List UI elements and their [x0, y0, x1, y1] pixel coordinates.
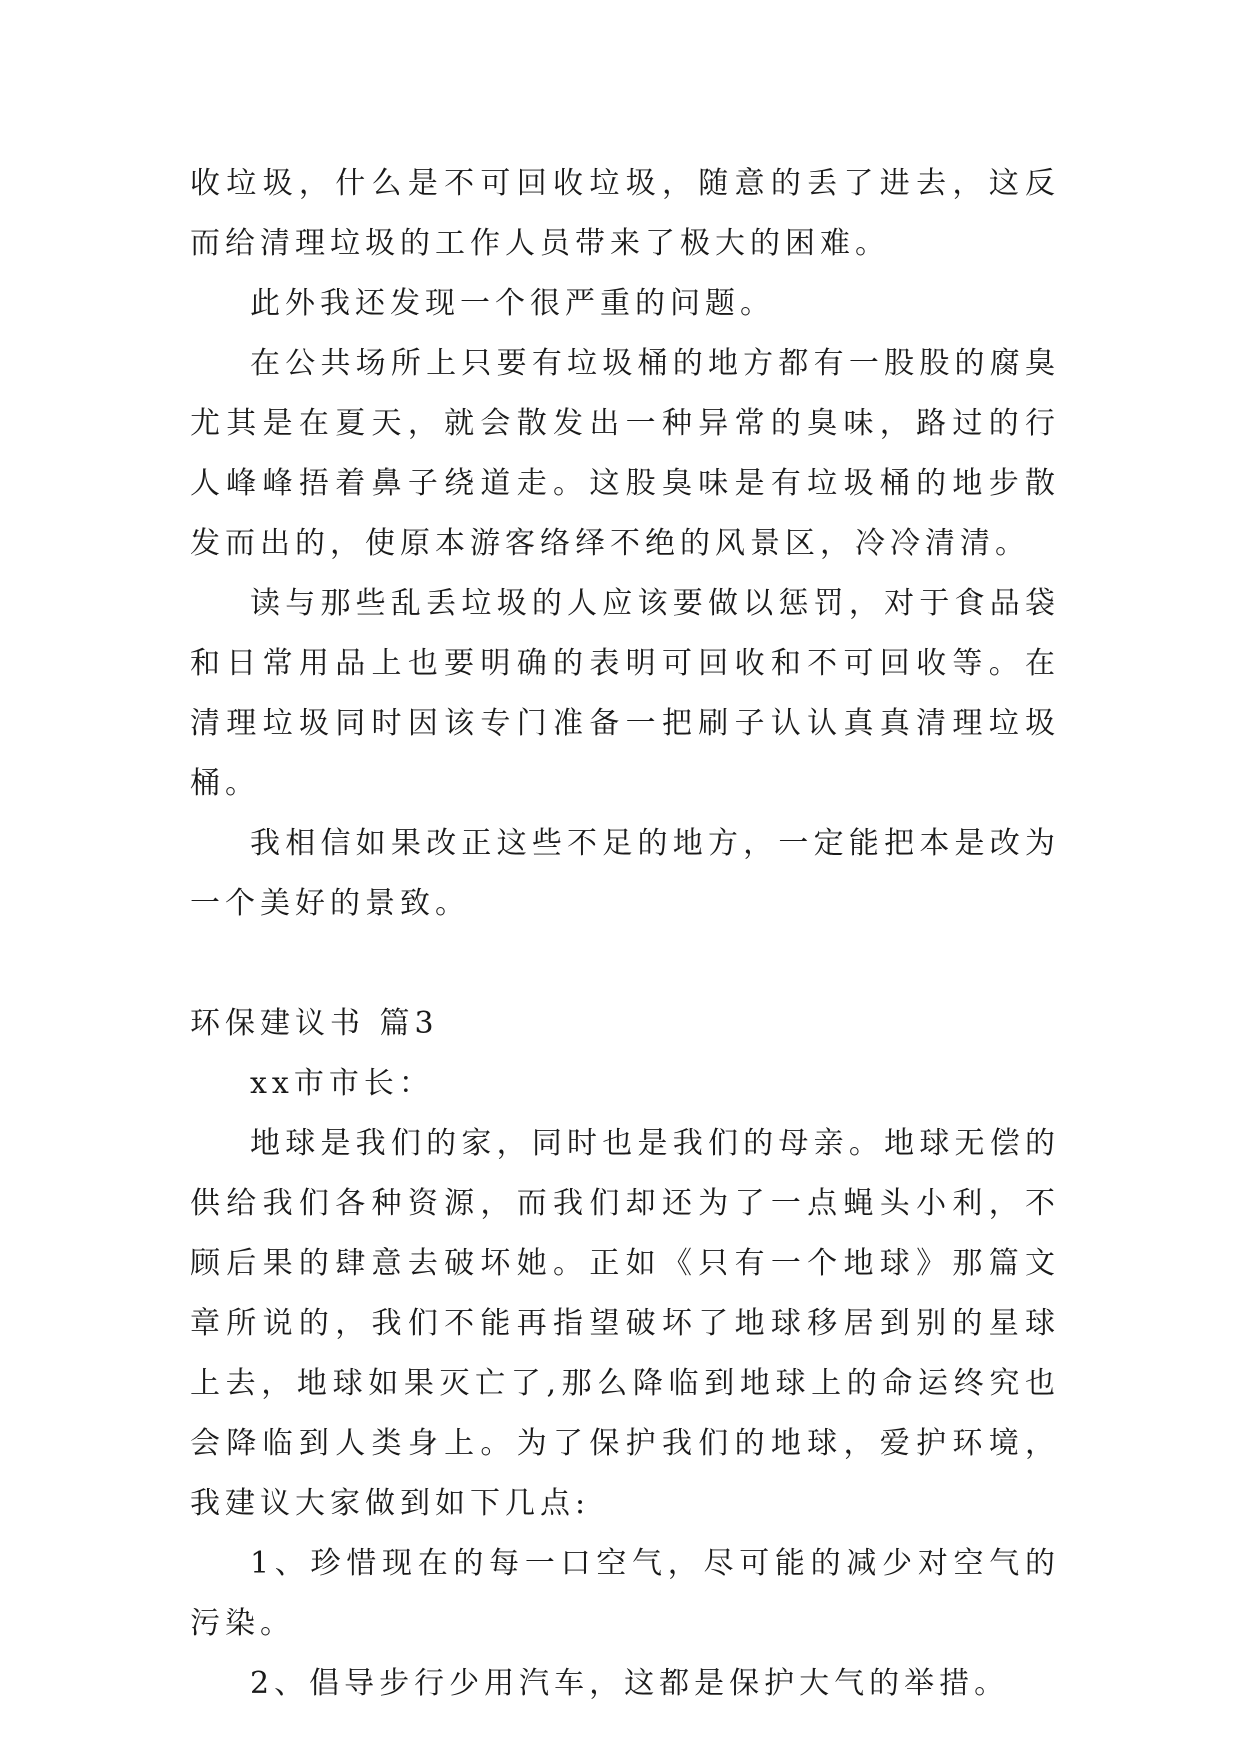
section-heading: 环保建议书 篇3: [190, 1006, 439, 1041]
paragraph-continued: 收垃圾，什么是不可回收垃圾，随意的丢了进去，这反而给清理垃圾的工作人员带来了极大的困难。: [190, 166, 1060, 261]
paragraph-conclusion: 我相信如果改正这些不足的地方，一定能把本是改为一个美好的景致。: [190, 826, 1060, 921]
paragraph-earth: 地球是我们的家，同时也是我们的母亲。地球无偿的供给我们各种资源，而我们却还为了一点蝇头小利，不顾后果的肆意去破坏她。正如《只有一个地球》那篇文章所说的，我们不能再指望破坏了地球移居到别的星球上去，地球如果灭亡了,那么降临到地球上的命运终究也会降临到人类身上。为了保护我们的地球，爱护环境，我建议大家做到如下几点:: [190, 1126, 1060, 1521]
list-item-2: 2、倡导步行少用汽车，这都是保护大气的举措。: [250, 1666, 1010, 1701]
document-body: [190, 154, 1060, 1714]
paragraph-smell: 在公共场所上只要有垃圾桶的地方都有一股股的腐臭尤其是在夏天，就会散发出一种异常的臭味，路过的行人峰峰捂着鼻子绕道走。这股臭味是有垃圾桶的地步散发而出的，使原本游客络绎不绝的风景区，冷冷清清。: [190, 346, 1060, 561]
salutation: xx市市长：: [250, 1066, 434, 1101]
list-item-1: 1、珍惜现在的每一口空气，尽可能的减少对空气的污染。: [190, 1546, 1060, 1641]
paragraph-problem-intro: 此外我还发现一个很严重的问题。: [250, 286, 775, 321]
paragraph-penalty: 读与那些乱丢垃圾的人应该要做以惩罚，对于食品袋和日常用品上也要明确的表明可回收和不可回收等。在清理垃圾同时因该专门准备一把刷子认认真真清理垃圾桶。: [190, 586, 1060, 801]
